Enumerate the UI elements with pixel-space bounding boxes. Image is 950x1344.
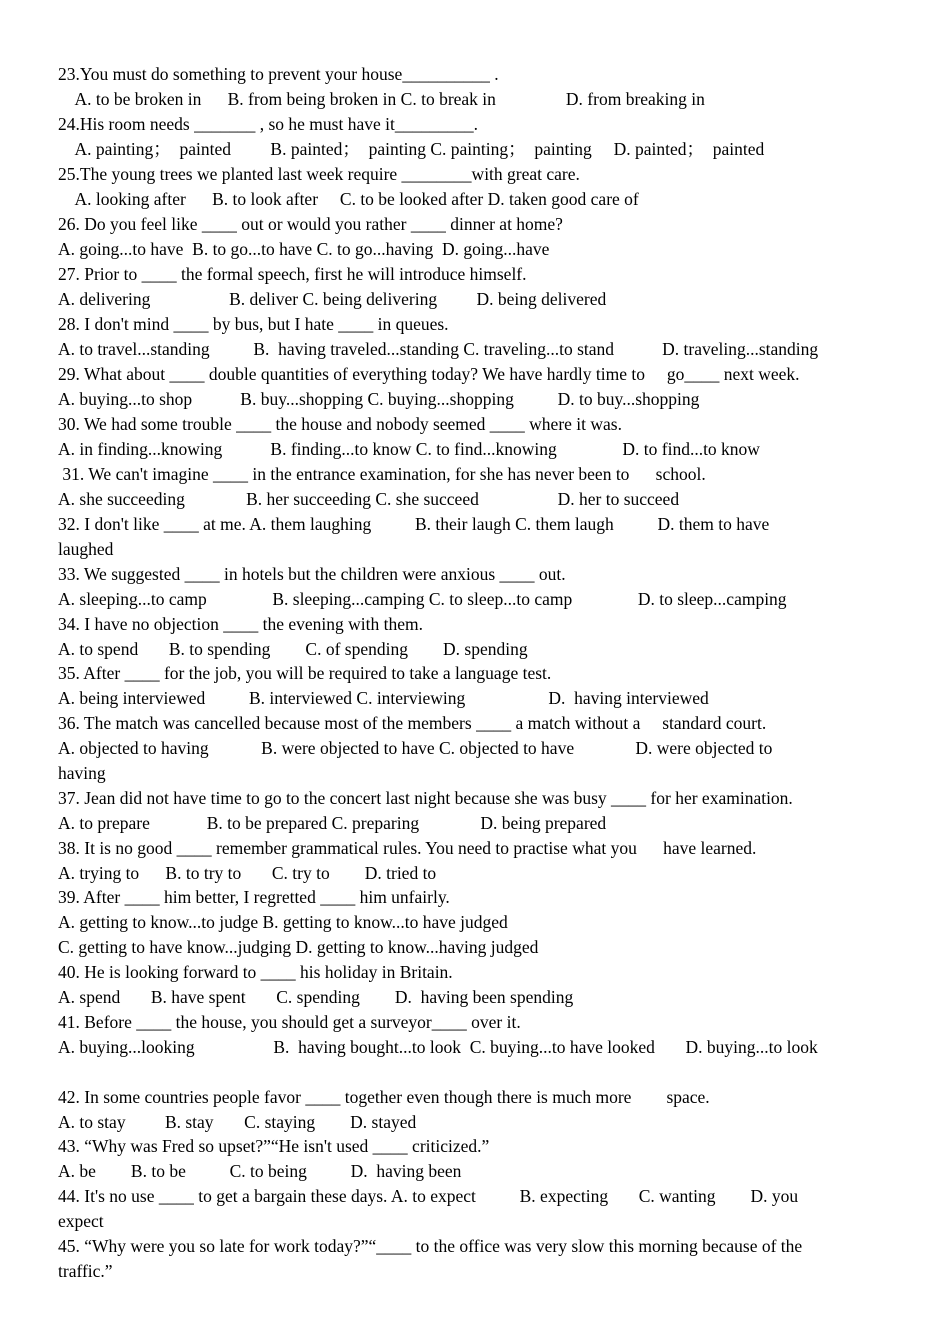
question-36-continuation: having	[58, 763, 106, 783]
question-23-stem: 23.You must do something to prevent your house__________ .	[58, 64, 499, 84]
question-43-options: A. be B. to be C. to being D. having been	[58, 1161, 462, 1181]
question-41-stem: 41. Before ____ the house, you should get a surveyor____ over it.	[58, 1012, 521, 1032]
question-30-options: A. in finding...knowing B. finding...to know C. to find...knowing D. to find...to know	[58, 439, 760, 459]
question-39-stem: 39. After ____ him better, I regretted ____ him unfairly.	[58, 887, 450, 907]
question-38-options: A. trying to B. to try to C. try to D. tried to	[58, 863, 437, 883]
question-24-stem: 24.His room needs _______ , so he must have it_________.	[58, 114, 478, 134]
question-27-stem: 27. Prior to ____ the formal speech, first he will introduce himself.	[58, 264, 527, 284]
question-39-options-ab: A. getting to know...to judge B. getting to know...to have judged	[58, 912, 508, 932]
question-26-stem: 26. Do you feel like ____ out or would you rather ____ dinner at home?	[58, 214, 563, 234]
question-34-stem: 34. I have no objection ____ the evening with them.	[58, 614, 423, 634]
question-27-options: A. delivering B. deliver C. being delivering D. being delivered	[58, 289, 607, 309]
question-23-options: A. to be broken in B. from being broken in C. to break in D. from breaking in	[58, 89, 705, 109]
question-38-stem: 38. It is no good ____ remember grammatical rules. You need to practise what you have learned.	[58, 838, 757, 858]
question-35-stem: 35. After ____ for the job, you will be required to take a language test.	[58, 663, 552, 683]
question-42-options: A. to stay B. stay C. staying D. stayed	[58, 1112, 417, 1132]
question-31-options: A. she succeeding B. her succeeding C. she succeed D. her to succeed	[58, 489, 680, 509]
question-34-options: A. to spend B. to spending C. of spending D. spending	[58, 639, 528, 659]
question-33-stem: 33. We suggested ____ in hotels but the children were anxious ____ out.	[58, 564, 566, 584]
question-45-continuation: traffic.”	[58, 1261, 113, 1281]
question-26-options: A. going...to have B. to go...to have C. to go...having D. going...have	[58, 239, 550, 259]
question-39-options-cd: C. getting to have know...judging D. getting to know...having judged	[58, 937, 539, 957]
question-29-stem: 29. What about ____ double quantities of everything today? We have hardly time to go____ next week.	[58, 364, 800, 384]
question-44-continuation: expect	[58, 1211, 104, 1231]
question-24-options: A. painting； painted B. painted； painting C. painting； painting D. painted； painted	[58, 139, 765, 159]
question-40-stem: 40. He is looking forward to ____ his holiday in Britain.	[58, 962, 453, 982]
question-45-stem: 45. “Why were you so late for work today?”“____ to the office was very slow this morning because of the	[58, 1236, 803, 1256]
question-25-stem: 25.The young trees we planted last week require ________with great care.	[58, 164, 580, 184]
question-43-stem: 43. “Why was Fred so upset?”“He isn't used ____ criticized.”	[58, 1136, 490, 1156]
question-33-options: A. sleeping...to camp B. sleeping...camping C. to sleep...to camp D. to sleep...camping	[58, 589, 787, 609]
question-29-options: A. buying...to shop B. buy...shopping C. buying...shopping D. to buy...shopping	[58, 389, 700, 409]
question-37-stem: 37. Jean did not have time to go to the concert last night because she was busy ____ for her examination.	[58, 788, 793, 808]
question-36-stem: 36. The match was cancelled because most of the members ____ a match without a standard court.	[58, 713, 767, 733]
question-32-continuation: laughed	[58, 539, 114, 559]
question-36-options: A. objected to having B. were objected to have C. objected to have D. were objected to	[58, 738, 773, 758]
question-25-options: A. looking after B. to look after C. to be looked after D. taken good care of	[58, 189, 639, 209]
question-41-options: A. buying...looking B. having bought...to look C. buying...to have looked D. buying...to look	[58, 1037, 818, 1057]
question-44-stem: 44. It's no use ____ to get a bargain these days. A. to expect B. expecting C. wanting D. you	[58, 1186, 799, 1206]
question-32-stem: 32. I don't like ____ at me. A. them laughing B. their laugh C. them laugh D. them to have	[58, 514, 770, 534]
question-31-stem: 31. We can't imagine ____ in the entrance examination, for she has never been to school.	[58, 464, 706, 484]
question-37-options: A. to prepare B. to be prepared C. preparing D. being prepared	[58, 813, 607, 833]
question-42-stem: 42. In some countries people favor ____ together even though there is much more space.	[58, 1087, 710, 1107]
question-40-options: A. spend B. have spent C. spending D. having been spending	[58, 987, 574, 1007]
question-28-options: A. to travel...standing B. having traveled...standing C. traveling...to stand D. traveling...standing	[58, 339, 819, 359]
question-35-options: A. being interviewed B. interviewed C. interviewing D. having interviewed	[58, 688, 709, 708]
question-28-stem: 28. I don't mind ____ by bus, but I hate ____ in queues.	[58, 314, 449, 334]
question-30-stem: 30. We had some trouble ____ the house and nobody seemed ____ where it was.	[58, 414, 622, 434]
